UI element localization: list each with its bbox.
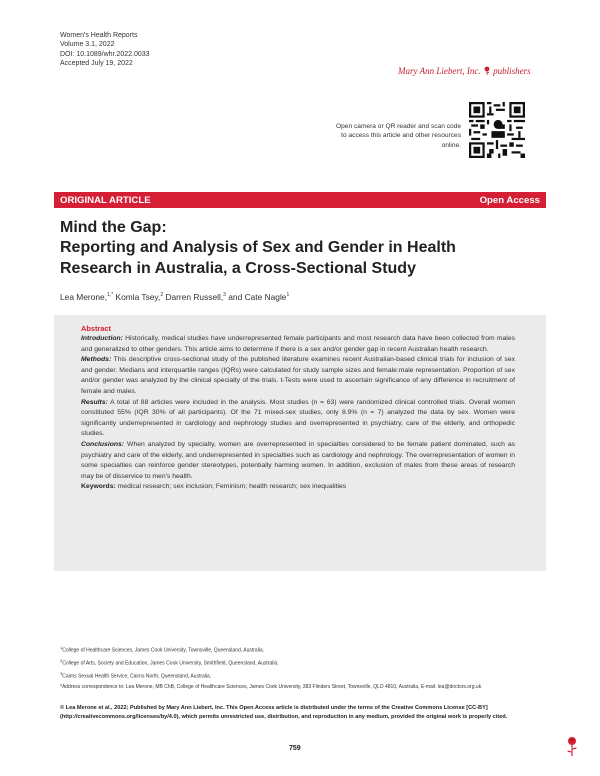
open-access-label: Open Access [479, 194, 540, 206]
journal-name: Women's Health Reports [60, 32, 138, 39]
article-title [60, 218, 530, 279]
abstract [81, 323, 515, 493]
page-number: 759 [289, 745, 301, 752]
rose-icon [483, 66, 491, 75]
journal-doi: DOI: 10.1089/whr.2022.0033 [60, 50, 150, 58]
article-type-label: ORIGINAL ARTICLE [60, 194, 151, 206]
abstract-results: Results: A total of 88 articles were included in the analysis. Most studies (n = 63) were randomized clinical controlled trials. Overall women constituted 55% (IQR 30% of all participants). Of the 71 mixed-sex studies, only 8.9% (n = 7) analyzed the data by sex. Women were significantly underrepresented in cardiology and nephrology studies and overrepresented in psychiatry, care of the elderly, and orthopedic studies. [81, 398, 515, 438]
publisher-suffix: publishers [493, 66, 531, 76]
publisher-logo [398, 66, 531, 76]
author: and Cate Nagle$^1$ [228, 292, 290, 302]
journal-meta [60, 31, 150, 69]
keywords: Keywords: medical research; sex inclusion; Feminism; health research; sex inequalities [81, 483, 347, 491]
license-statement: © Lea Merone et al., 2022; Published by Mary Ann Liebert, Inc. This Open Access article is distributed under the terms of the Creative Commons License [CC-BY] (http://creativecommons.org/licenses/by/4.0), which permits unrestricted use, distribution, and reproduction in any medium, provided the original work is properly cited. [60, 705, 508, 720]
affiliation: $^1$College of Healthcare Sciences, James Cook University, Townsville, Queensland, Australia. [60, 645, 265, 654]
article-banner [54, 192, 546, 208]
correspondence-note: *Address correspondence to: Lea Merone, MB ChB, College of Healthcare Sciences, James Cook University, 383 Flinders Street, Townsville, QLD 4810, Australia, E-mail: lea@doctors.org.uk [60, 684, 482, 690]
qr-code-icon[interactable] [469, 102, 525, 158]
journal-accepted: Accepted July 19, 2022 [60, 60, 133, 68]
abstract-heading: Abstract [81, 324, 111, 333]
affiliations [60, 643, 530, 682]
abstract-methods: Methods: This descriptive cross-sectional study of the published literature examines recent Australian-based clinical trials for inclusion of sex and gender. Medians and interquartile ranges (IQRs) were calculated for study sample sizes and female:male representation. Proportion of sex and/or gender was analyzed by the clinical specialty of the trials. t-Tests were used to ascertain significance of any difference in recruitment of female and males. [81, 356, 516, 395]
author: Komla Tsey,$^2$ [115, 292, 164, 302]
abstract-conclusions: Conclusions: When analyzed by specialty, women are overrepresented in specialties considered to be female patient dominated, such as psychiatry and care of the elderly, and underrepresented in specialties such as cardiology and nephrology. The overrepresentation of women in some specialties can reinforce gender stereotypes, potentially harming women. In addition, exclusion of males from these areas of research may be of disservice to men's health. [81, 440, 515, 480]
affiliation: $^2$College of Arts, Society and Education, James Cook University, Smithfield, Queensland, Australia. [60, 658, 279, 667]
author-list [60, 292, 289, 302]
title-line-1: Mind the Gap: [60, 219, 167, 236]
abstract-introduction: Introduction: Historically, medical studies have underrepresented female participants and most research data have been collected from males and generalized to other genders. This article aims to determine if there is a sex and/or gender gap in recent Australian health research. [81, 335, 515, 353]
title-line-3: Research in Australia, a Cross-Sectional Study [60, 259, 416, 277]
publisher-name: Mary Ann Liebert, Inc. [398, 66, 481, 76]
title-line-2: Reporting and Analysis of Sex and Gender in Health [60, 239, 456, 257]
author: Darren Russell,$^3$ [165, 292, 226, 302]
qr-instructions: Open camera or QR reader and scan code to access this article and other resources online. [336, 123, 461, 149]
author: Lea Merone,$^{1,*}$ [60, 292, 114, 302]
rose-icon [565, 736, 579, 756]
journal-volume: Volume 3.1, 2022 [60, 41, 115, 49]
affiliation: $^3$Cairns Sexual Health Service, Cairns North, Queensland, Australia. [60, 671, 212, 680]
